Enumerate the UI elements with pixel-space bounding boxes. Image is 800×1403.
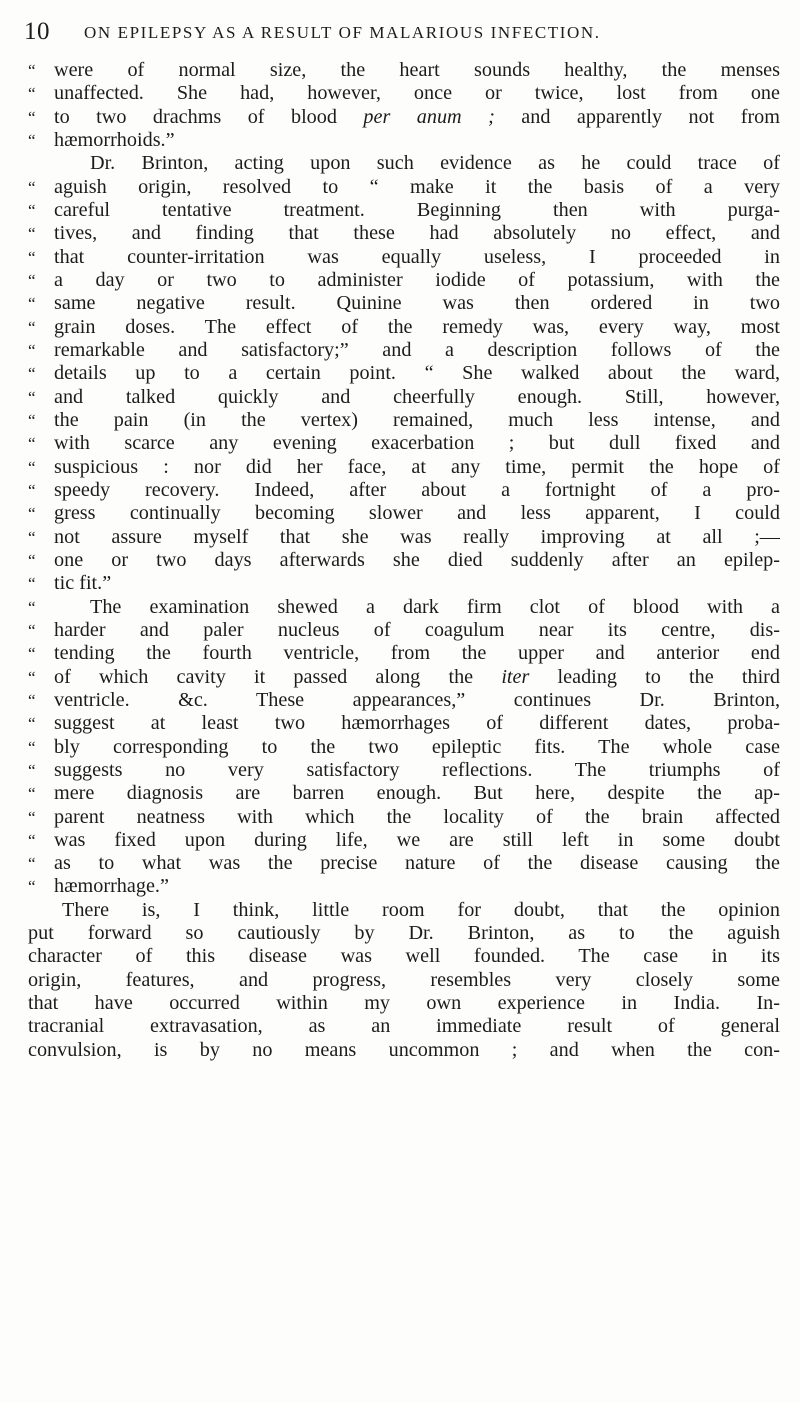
line-text: unaffected. She had, however, once or twice, lost from one: [54, 82, 780, 105]
text-line: [28, 992, 780, 1015]
line-text: put forward so cautiously by Dr. Brinton, as to the aguish: [28, 922, 780, 945]
text-line: [28, 549, 780, 572]
text-line: [28, 432, 780, 455]
text-line: [28, 129, 780, 152]
line-text: one or two days afterwards she died suddenly after an epilep-: [54, 548, 780, 571]
quote-mark: “: [28, 317, 36, 337]
text-line: [28, 619, 780, 642]
text-line: [28, 526, 780, 549]
line-text: a day or two to administer iodide of potassium, with the: [54, 268, 780, 291]
text-line: [28, 829, 780, 852]
text-line: [28, 176, 780, 199]
quote-mark: “: [28, 270, 36, 290]
line-text: with scarce any evening exacerbation ; but dull fixed and: [54, 432, 780, 455]
text-line: [28, 806, 780, 829]
quote-mark: “: [28, 644, 36, 664]
text-line: [28, 875, 780, 898]
line-text: parent neatness with which the locality of the brain affected: [54, 805, 780, 828]
text-line: [28, 456, 780, 479]
text-line: [28, 642, 780, 665]
text-line: [28, 689, 780, 712]
line-text: convulsion, is by no means uncommon ; and when the con-: [28, 1038, 780, 1061]
line-text: mere diagnosis are barren enough. But here, despite the ap-: [54, 782, 780, 805]
line-text: careful tentative treatment. Beginning then with purga-: [54, 198, 780, 221]
text-line: [28, 269, 780, 292]
quote-mark: “: [28, 574, 36, 594]
line-text: of which cavity it passed along the iter leading to the third: [54, 665, 780, 688]
quote-mark: “: [28, 877, 36, 897]
line-text: tives, and finding that these had absolutely no effect, and: [54, 222, 780, 245]
text-line: [28, 666, 780, 689]
text-line: [28, 736, 780, 759]
quote-mark: “: [28, 620, 36, 640]
line-text: aguish origin, resolved to “ make it the basis of a very: [54, 175, 780, 198]
line-text: as to what was the precise nature of the disease causing the: [54, 852, 780, 875]
line-text: were of normal size, the heart sounds healthy, the menses: [54, 59, 780, 81]
line-text: speedy recovery. Indeed, after about a fortnight of a pro-: [54, 478, 780, 501]
quote-mark: “: [28, 61, 36, 80]
quote-mark: “: [28, 177, 36, 197]
line-text: suggest at least two hæmorrhages of different dates, proba-: [54, 712, 780, 735]
quote-mark: “: [28, 784, 36, 804]
text-line: [28, 222, 780, 245]
text-line: [28, 199, 780, 222]
quote-mark: “: [28, 247, 36, 267]
text-line: [28, 59, 780, 82]
line-text: origin, features, and progress, resembles very closely some: [28, 968, 780, 991]
text-line: [28, 572, 780, 595]
text-line: [28, 782, 780, 805]
quote-mark: “: [28, 737, 36, 757]
text-line: [28, 386, 780, 409]
quote-mark: “: [28, 714, 36, 734]
quote-mark: “: [28, 597, 36, 617]
text-line: [28, 316, 780, 339]
line-text: character of this disease was well founded. The case in its: [28, 945, 780, 968]
quote-mark: “: [28, 760, 36, 780]
line-text: bly corresponding to the two epileptic fits. The whole case: [54, 735, 780, 758]
body-text: [28, 59, 780, 1062]
text-line: [28, 899, 780, 922]
line-text: details up to a certain point. “ She walked about the ward,: [54, 362, 780, 385]
line-text: grain doses. The effect of the remedy was, every way, most: [54, 315, 780, 338]
line-text: not assure myself that she was really improving at all ;—: [54, 525, 780, 548]
quote-mark: “: [28, 480, 36, 500]
line-text: suggests no very satisfactory reflections. The triumphs of: [54, 758, 780, 781]
quote-mark: “: [28, 527, 36, 547]
page-number: 10: [24, 18, 50, 45]
line-text: to two drachms of blood per anum ; and apparently not from: [54, 105, 780, 128]
text-line: [28, 152, 780, 175]
text-line: [28, 922, 780, 945]
quote-mark: “: [28, 200, 36, 220]
quote-mark: “: [28, 667, 36, 687]
line-text: suspicious : nor did her face, at any time, permit the hope of: [54, 455, 780, 478]
running-head: [22, 18, 782, 50]
quote-mark: “: [28, 130, 36, 150]
quote-mark: “: [28, 387, 36, 407]
quote-mark: “: [28, 340, 36, 360]
line-text: hæmorrhoids.”: [54, 128, 175, 151]
quote-mark: “: [28, 457, 36, 477]
line-text: tic fit.”: [54, 572, 112, 595]
text-line: [28, 502, 780, 525]
line-text: remarkable and satisfactory;” and a description follows of the: [54, 338, 780, 361]
text-line: [28, 969, 780, 992]
quote-mark: “: [28, 854, 36, 874]
text-line: [28, 596, 780, 619]
text-line: [28, 759, 780, 782]
quote-mark: “: [28, 504, 36, 524]
line-text: that have occurred within my own experience in India. In-: [28, 992, 780, 1015]
text-line: [28, 246, 780, 269]
line-text: and talked quickly and cheerfully enough. Still, however,: [54, 385, 780, 408]
line-text: Dr. Brinton, acting upon such evidence as he could trace of: [90, 152, 780, 175]
line-text: hæmorrhage.”: [54, 875, 169, 898]
quote-mark: “: [28, 550, 36, 570]
line-text: was fixed upon during life, we are still left in some doubt: [54, 828, 780, 851]
quote-mark: “: [28, 807, 36, 827]
text-line: [28, 292, 780, 315]
quote-mark: “: [28, 84, 36, 104]
quote-mark: “: [28, 224, 36, 244]
text-line: [28, 1015, 780, 1038]
quote-mark: “: [28, 434, 36, 454]
running-head-title: ON EPILEPSY AS A RESULT OF MALARIOUS INFECTION.: [84, 23, 601, 42]
line-text: that counter-irritation was equally useless, I proceeded in: [54, 245, 780, 268]
text-line: [28, 1039, 780, 1062]
text-line: [28, 409, 780, 432]
quote-mark: “: [28, 364, 36, 384]
quote-mark: “: [28, 830, 36, 850]
line-text: same negative result. Quinine was then ordered in two: [54, 292, 780, 315]
line-text: tracranial extravasation, as an immediate result of general: [28, 1015, 780, 1038]
text-line: [28, 479, 780, 502]
text-line: [28, 945, 780, 968]
quote-mark: “: [28, 107, 36, 127]
text-line: [28, 852, 780, 875]
quote-mark: “: [28, 410, 36, 430]
line-text: ventricle. &c. These appearances,” continues Dr. Brinton,: [54, 688, 780, 711]
line-text: tending the fourth ventricle, from the upper and anterior end: [54, 642, 780, 665]
quote-mark: “: [28, 690, 36, 710]
text-line: [28, 106, 780, 129]
line-text: There is, I think, little room for doubt, that the opinion: [62, 898, 780, 921]
quote-mark: “: [28, 294, 36, 314]
line-text: The examination shewed a dark firm clot of blood with a: [90, 595, 780, 618]
text-line: [28, 82, 780, 105]
text-line: [28, 712, 780, 735]
line-text: harder and paler nucleus of coagulum near its centre, dis-: [54, 618, 780, 641]
text-line: [28, 339, 780, 362]
line-text: the pain (in the vertex) remained, much less intense, and: [54, 408, 780, 431]
line-text: gress continually becoming slower and less apparent, I could: [54, 502, 780, 525]
text-line: [28, 362, 780, 385]
